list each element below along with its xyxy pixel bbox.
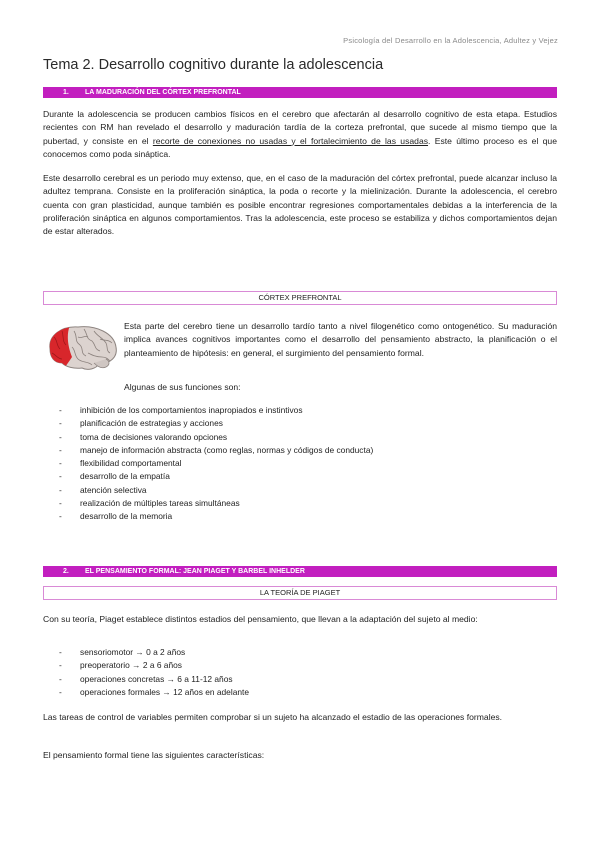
- cortex-heading-box: CÓRTEX PREFRONTAL: [43, 291, 557, 305]
- list-marker: -: [59, 484, 62, 495]
- section-1-paragraph-2: Este desarrollo cerebral es un periodo muy extenso, que, en el caso de la maduración del córtex prefrontal, puede alcanzar incluso la adultez temprana. Consiste en la proliferación sináptica, la poda o recorte y la mielinización. Durante la adolescencia, el cerebro cuenta con gran plasticidad, aunque también es posible encontrar regresiones comportamentales debidas a la interferencia de la proliferación sináptica en algunos comportamientos. Tras la adolescencia, este proceso se estabiliza y dichos comportamientos dejan de estar alterados.: [43, 173, 557, 237]
- p1-underlined-text: recorte de conexiones no usadas y el fortalecimiento de las usadas: [152, 135, 429, 146]
- piaget-theory-heading-box: LA TEORÍA DE PIAGET: [43, 586, 557, 600]
- list-marker: -: [59, 673, 62, 684]
- list-marker: -: [59, 686, 62, 697]
- functions-intro: Algunas de sus funciones son:: [124, 382, 241, 392]
- list-marker: -: [59, 444, 62, 455]
- cortex-paragraph: Esta parte del cerebro tiene un desarrollo tardío tanto a nivel filogenético como ontogenético. Su maduración implica avances cognitivos importantes como el desarrollo del pensamiento abstracto, la planificación o el planteamiento de hipótesis: en general, el surgimiento del pensamiento formal.: [124, 321, 557, 358]
- list-marker: -: [59, 431, 62, 442]
- section-1-heading: LA MADURACIÓN DEL CÓRTEX PREFRONTAL: [85, 89, 241, 96]
- list-marker: -: [59, 647, 62, 657]
- page-title: Tema 2. Desarrollo cognitivo durante la adolescencia: [43, 57, 384, 73]
- section-2-paragraph-3: El pensamiento formal tiene las siguientes características:: [43, 750, 265, 760]
- list-marker: -: [59, 458, 62, 469]
- list-marker: -: [59, 418, 62, 429]
- list-marker: -: [59, 405, 62, 415]
- brain-prefrontal-icon: [44, 323, 120, 373]
- list-marker: -: [59, 498, 62, 509]
- section-2-number: 2.: [63, 568, 69, 575]
- section-1-number: 1.: [63, 89, 69, 96]
- list-marker: -: [59, 471, 62, 482]
- section-2-paragraph-2: Las tareas de control de variables permiten comprobar si un sujeto ha alcanzado el estadio de las operaciones formales.: [43, 712, 503, 722]
- section-2-heading: EL PENSAMIENTO FORMAL: JEAN PIAGET Y BARBEL INHELDER: [85, 568, 305, 575]
- p1-text-start: Durante la adolescencia se producen cambios físicos en el cerebro que afectarán al desarrollo cognitivo de esta etapa. Estudios recientes con RM han revelado el desarrollo y maduración tardía de la corteza prefrontal, que sucede al mismo tiempo que la pubertad, y consiste en el: [43, 109, 557, 146]
- section-1-paragraph-1: [43, 108, 557, 161]
- p1-text-end: . Este último proceso es el que conocemos como poda sináptica.: [43, 135, 557, 159]
- list-marker: -: [59, 511, 62, 522]
- section-1-heading-bar: [43, 87, 557, 98]
- section-2-paragraph-1: Con su teoría, Piaget establece distintos estadios del pensamiento, que llevan a la adaptación del sujeto al medio:: [43, 614, 478, 624]
- list-marker: -: [59, 660, 62, 671]
- section-2-heading-bar: [43, 566, 557, 577]
- document-page: Psicología del Desarrollo en la Adolescencia, Adultez y Vejez Tema 2. Desarrollo cognitivo durante la adolescencia 1. LA MADURACIÓN DEL CÓRTEX PREFRONTAL Durante la adolescencia se producen cambios físicos en el cerebro que afectarán al desarrollo cognitivo de esta etapa. Estudios recientes con RM han revelado el desarrollo y maduración tardía de la corteza prefrontal, que sucede al mismo tiempo que la pubertad, y consiste en el recorte de conexiones no usadas y el fortalecimiento de las usadas. Este último proceso es el que conocemos como poda sináptica. Este desarrollo cerebral es un periodo muy extenso, que, en el caso de la maduración del córtex prefrontal, puede alcanzar incluso la adultez temprana. Consiste en la proliferación sináptica, la poda o recorte y la mielinización. Durante la adolescencia, el cerebro cuenta con gran plasticidad, aunque también es posible encontrar regresiones comportamentales debidas a la interferencia de la proliferación sináptica en algunos comportamientos. Tras la adolescencia, este proceso se estabiliza y dichos comportamientos dejan de estar alterados. CÓRTEX PREFRONTAL Esta parte del cerebro tiene un desarrollo tardío tanto a nivel filogenético como ontogenético. Su maduración implica avances cognitivos importantes como el desarrollo del pensamiento abstracto, la planificación o el planteamiento de hipótesis: en general, el surgimiento del pensamiento formal. Algunas de sus funciones son: - inhibición de los comportamientos inapropiados e instintivos - planificación de estrategias y acciones - toma de decisiones valorando opciones - manejo de información abstracta (como reglas, normas y códigos de conducta) - flexibilidad comportamental - desarrollo de la empatía - atención selectiva - realización de múltiples tareas simultáneas - desarrollo de la memoria 2. EL PENSAMIENTO FORMAL: JEAN PIAGET Y BARBEL INHELDER LA TEORÍA DE PIAGET Con su teoría, Piaget establece distintos estadios del pensamiento, que llevan a la adaptación del sujeto al medio: - sensoriomotor → 0 a 2 años - preoperatorio → 2 a 6 años - operaciones concretas → 6 a 11-12 años - operaciones formales → 12 años en adelante Las tareas de control de variables permiten comprobar si un sujeto ha alcanzado el estadio de las operaciones formales. El pensamiento formal tiene las siguientes características:: [0, 0, 600, 848]
- running-header: Psicología del Desarrollo en la Adolescencia, Adultez y Vejez: [343, 36, 558, 45]
